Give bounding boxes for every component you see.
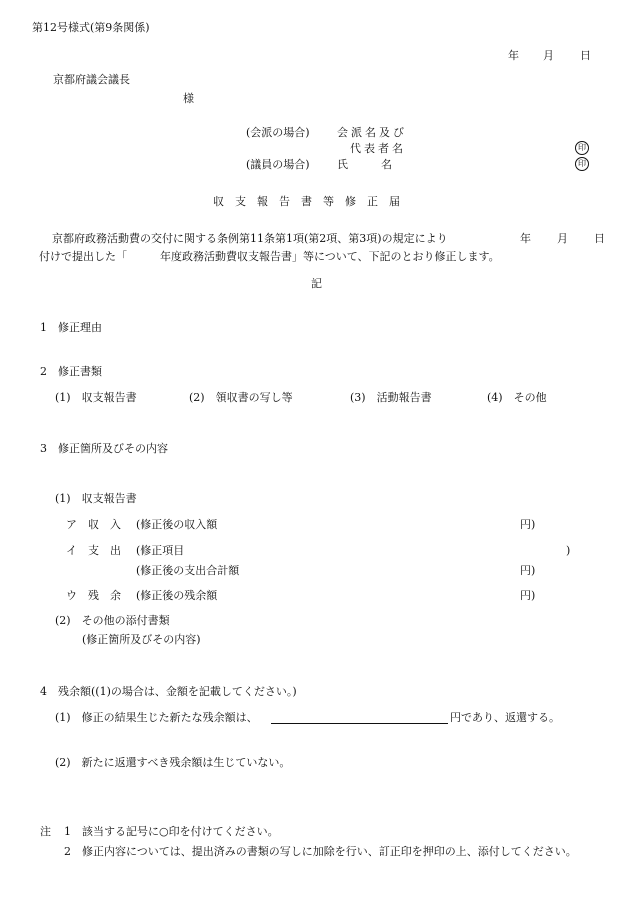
remaining-amount-blank[interactable] — [271, 723, 448, 724]
expense-item-close: ) — [566, 544, 571, 557]
body-day-label: 日 — [594, 232, 605, 245]
expense-total-yen: 円) — [520, 564, 536, 577]
body-year-label: 年 — [520, 232, 531, 245]
date-year-label: 年 — [508, 49, 519, 62]
expense-label: イ 支 出 — [66, 544, 121, 557]
section-4-item-2: (2) 新たに返還すべき残余額は生じていない。 — [55, 756, 291, 769]
balance-label: ウ 残 余 — [66, 589, 121, 602]
balance-text: (修正後の残余額 — [136, 589, 218, 602]
section-3-sub-1: (1) 収支報告書 — [55, 492, 137, 505]
section-2-item-4: (4) その他 — [487, 391, 547, 404]
note-2: 2 修正内容については、提出済みの書類の写しに加除を行い、訂正印を押印の上、添付してください。 — [64, 845, 577, 858]
section-2-item-3: (3) 活動報告書 — [350, 391, 432, 404]
date-day-label: 日 — [580, 49, 591, 62]
income-text: (修正後の収入額 — [136, 518, 218, 531]
income-yen: 円) — [520, 518, 536, 531]
notes-label: 注 — [40, 825, 51, 838]
seal-mark-representative: 印 — [575, 141, 589, 155]
body-line-2: 付けで提出した「 年度政務活動費収支報告書」等について、下記のとおり修正します。 — [39, 250, 500, 263]
date-month-label: 月 — [543, 49, 554, 62]
section-2-heading: 2 修正書類 — [40, 365, 102, 378]
expense-total-text: (修正後の支出合計額 — [136, 564, 240, 577]
form-number: 第12号様式(第9条関係) — [32, 21, 150, 34]
seal-mark-member: 印 — [575, 157, 589, 171]
section-2-item-1: (1) 収支報告書 — [55, 391, 137, 404]
section-4-heading: 4 残余額((1)の場合は、金額を記載してください。) — [40, 685, 297, 698]
body-line-1: 京都府政務活動費の交付に関する条例第11条第1項(第2項、第3項)の規定により — [52, 232, 448, 245]
representative-label: 代表者名 — [350, 142, 406, 155]
expense-item-text: (修正項目 — [136, 544, 185, 557]
ki-heading: 記 — [311, 277, 322, 290]
member-name-label: 氏 名 — [337, 158, 392, 171]
balance-yen: 円) — [520, 589, 536, 602]
section-4-item-1-suffix: 円であり、返還する。 — [450, 711, 560, 724]
faction-case-label: (会派の場合) — [246, 126, 310, 139]
income-label: ア 収 入 — [66, 518, 121, 531]
body-month-label: 月 — [557, 232, 568, 245]
member-case-label: (議員の場合) — [246, 158, 310, 171]
section-3-heading: 3 修正箇所及びその内容 — [40, 442, 168, 455]
section-3-sub-2-detail: (修正箇所及びその内容) — [82, 633, 201, 646]
addressee: 京都府議会議長 — [53, 73, 130, 86]
note-1: 1 該当する記号に○印を付けてください。 — [64, 825, 279, 838]
section-1-heading: 1 修正理由 — [40, 321, 102, 334]
section-2-item-2: (2) 領収書の写し等 — [189, 391, 293, 404]
honorific: 様 — [183, 92, 194, 105]
faction-name-label: 会派名及び — [337, 126, 407, 139]
document-title: 収 支 報 告 書 等 修 正 届 — [213, 195, 400, 208]
section-3-sub-2: (2) その他の添付書類 — [55, 614, 170, 627]
section-4-item-1-text: (1) 修正の結果生じた新たな残余額は、 — [55, 711, 258, 724]
